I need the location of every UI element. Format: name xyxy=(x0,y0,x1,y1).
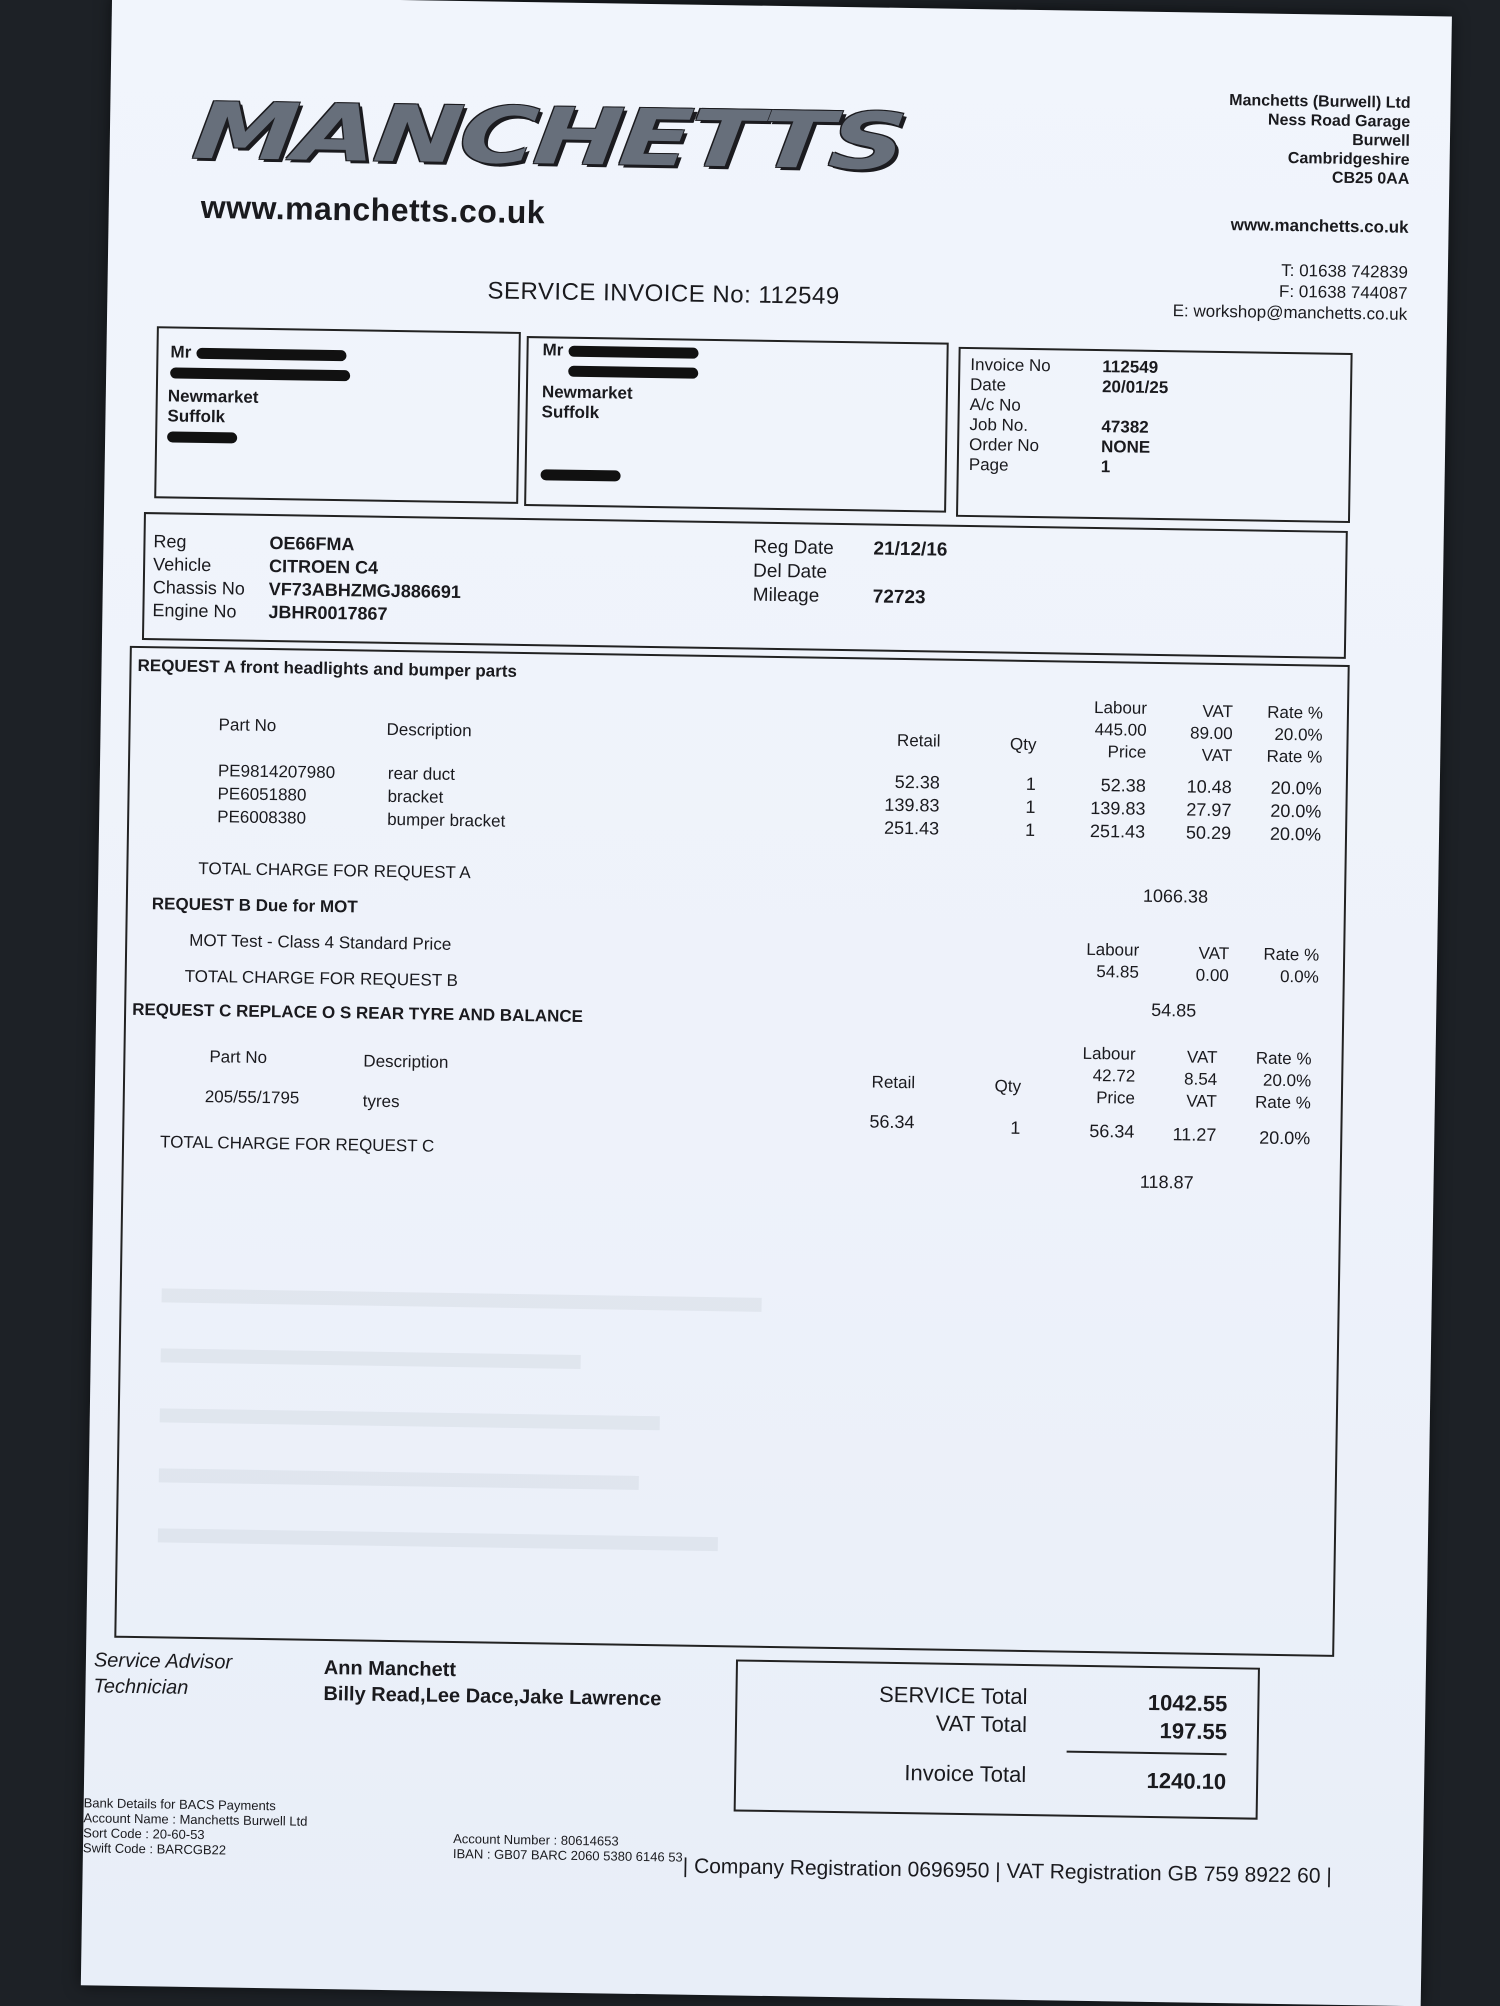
vehicle-label: Vehicle xyxy=(152,554,212,576)
email-address: E: workshop@manchetts.co.uk xyxy=(1172,301,1408,324)
part-retail: 139.83 xyxy=(884,794,940,816)
address-line: Manchetts (Burwell) Ltd xyxy=(1229,92,1411,112)
totals-divider xyxy=(1067,1751,1227,1756)
vehicle-value: CITROEN C4 xyxy=(268,556,379,578)
col-price: Price xyxy=(1107,742,1147,762)
col-qty: Qty xyxy=(994,1076,1022,1096)
part-description: bumper bracket xyxy=(387,809,506,831)
redacted-street xyxy=(170,364,350,385)
request-b-vat-header: VAT xyxy=(1198,943,1230,964)
request-b-labour-vat: 0.00 xyxy=(1195,965,1229,986)
bank-sort-code: Sort Code : 20-60-53 xyxy=(83,1825,205,1843)
meta-label: Invoice No xyxy=(970,355,1051,376)
vehicle-value: VF73ABHZMGJ886691 xyxy=(268,579,462,603)
vat-total-value: 197.55 xyxy=(1159,1718,1228,1745)
vehicle-value: OE66FMA xyxy=(269,533,355,555)
request-c-total: 118.87 xyxy=(1139,1171,1194,1193)
part-vat: 50.29 xyxy=(1185,822,1232,844)
request-c-labour: 42.72 xyxy=(1092,1066,1136,1086)
request-a-labour: 445.00 xyxy=(1094,720,1147,740)
meta-value xyxy=(1102,397,1168,418)
request-a-rate-header: Rate % xyxy=(1267,702,1324,723)
company-registration: | Company Registration 0696950 | VAT Registration GB 759 8922 60 | xyxy=(682,1854,1332,1888)
vehicle-value: 21/12/16 xyxy=(873,538,948,561)
request-c-total-label: TOTAL CHARGE FOR REQUEST C xyxy=(159,1132,435,1156)
staff-names xyxy=(323,1655,662,1712)
bank-details xyxy=(83,1795,308,1859)
vehicle-value: JBHR0017867 xyxy=(268,602,388,624)
request-c-labour-vat: 8.54 xyxy=(1183,1069,1218,1089)
bank-account-number: Account Number : 80614653 xyxy=(453,1831,619,1849)
vehicle-label: Reg Date xyxy=(753,536,834,559)
company-address xyxy=(1228,91,1411,189)
redacted-name xyxy=(568,346,698,359)
redacted-name xyxy=(196,348,346,361)
part-price: 56.34 xyxy=(1089,1120,1135,1142)
meta-value: 47382 xyxy=(1101,417,1149,437)
show-through-text xyxy=(158,1528,718,1551)
show-through-text xyxy=(161,1348,581,1369)
part-retail: 56.34 xyxy=(869,1111,915,1133)
vat-total-label: VAT Total xyxy=(935,1710,1028,1738)
request-b-total-label: TOTAL CHARGE FOR REQUEST B xyxy=(184,966,459,991)
company-website-right: www.manchetts.co.uk xyxy=(1230,215,1409,237)
request-b-labour-rate: 0.0% xyxy=(1279,966,1319,987)
service-total-label: SERVICE Total xyxy=(878,1681,1028,1710)
meta-value: 20/01/25 xyxy=(1101,377,1169,398)
part-rate: 20.0% xyxy=(1270,777,1322,799)
part-description: rear duct xyxy=(387,763,456,784)
show-through-text xyxy=(162,1288,762,1311)
vehicle-label: Chassis No xyxy=(152,577,245,599)
invoice-title: SERVICE INVOICE No: 112549 xyxy=(487,277,840,310)
part-rate: 20.0% xyxy=(1269,823,1322,845)
totals-box xyxy=(734,1659,1260,1819)
delivery-salutation: Mr xyxy=(542,340,698,361)
part-rate: 20.0% xyxy=(1270,800,1322,822)
part-description: bracket xyxy=(387,786,444,807)
delivery-address-box xyxy=(524,336,949,513)
request-a-title: REQUEST A front headlights and bumper parts xyxy=(137,655,518,681)
bank-account-details xyxy=(453,1831,683,1865)
technician-names: Billy Read,Lee Dace,Jake Lawrence xyxy=(323,1683,662,1711)
meta-label: Order No xyxy=(968,434,1040,456)
part-qty: 1 xyxy=(1025,796,1036,818)
col-part-no: Part No xyxy=(218,715,277,736)
part-retail: 251.43 xyxy=(883,817,940,839)
customer-town: Newmarket xyxy=(167,386,259,407)
vehicle-details xyxy=(152,530,462,627)
col-vat: VAT xyxy=(1201,745,1233,766)
address-line: Burwell xyxy=(1352,131,1411,150)
col-vat: VAT xyxy=(1186,1091,1217,1111)
col-part-no: Part No xyxy=(209,1047,268,1068)
part-price: 251.43 xyxy=(1089,820,1146,842)
address-line: Cambridgeshire xyxy=(1287,149,1410,169)
col-price: Price xyxy=(1096,1088,1136,1108)
request-c-labour-header: Labour xyxy=(1082,1043,1136,1064)
company-logo: MANCHETTS xyxy=(188,86,908,188)
request-c-labour-rate: 20.0% xyxy=(1262,1070,1312,1091)
request-c-vat-header: VAT xyxy=(1186,1047,1218,1067)
bank-heading: Bank Details for BACS Payments xyxy=(83,1795,276,1814)
part-retail: 52.38 xyxy=(894,771,940,793)
service-total-value: 1042.55 xyxy=(1147,1689,1228,1717)
part-qty: 1 xyxy=(1024,819,1036,841)
bank-swift-code: Swift Code : BARCGB22 xyxy=(82,1840,227,1858)
request-b-labour-header: Labour xyxy=(1086,939,1140,960)
vehicle-label: Del Date xyxy=(752,560,828,583)
col-retail: Retail xyxy=(896,730,941,751)
part-number: 205/55/1795 xyxy=(204,1087,300,1108)
redacted-postcode xyxy=(540,466,620,485)
customer-salutation: Mr xyxy=(170,342,346,364)
col-description: Description xyxy=(363,1051,449,1072)
part-vat: 10.48 xyxy=(1186,776,1232,798)
customer-address-box xyxy=(154,326,521,504)
part-description: tyres xyxy=(362,1091,400,1112)
request-b-title: REQUEST B Due for MOT xyxy=(151,894,358,917)
request-b-total: 54.85 xyxy=(1151,999,1197,1021)
delivery-county: Suffolk xyxy=(541,402,600,423)
col-retail: Retail xyxy=(871,1072,916,1093)
service-advisor-name: Ann Manchett xyxy=(323,1657,457,1682)
request-a-total: 1066.38 xyxy=(1142,885,1209,907)
request-a-vat-header: VAT xyxy=(1202,701,1234,722)
fax-number: F: 01638 744087 xyxy=(1278,281,1408,303)
vehicle-details-box xyxy=(142,512,1348,659)
address-line: CB25 0AA xyxy=(1331,169,1410,188)
part-price: 52.38 xyxy=(1100,775,1146,796)
col-description: Description xyxy=(386,719,472,741)
request-a-labour-header: Labour xyxy=(1093,697,1148,718)
meta-label: Job No. xyxy=(969,414,1029,435)
invoice-total-label: Invoice Total xyxy=(904,1760,1027,1788)
meta-value: NONE xyxy=(1100,437,1151,457)
request-c-title: REQUEST C REPLACE O S REAR TYRE AND BALANCE xyxy=(132,999,584,1026)
vehicle-value: 72723 xyxy=(872,586,926,609)
part-price: 139.83 xyxy=(1090,797,1146,819)
invoice-meta-list xyxy=(969,355,1169,478)
show-through-text xyxy=(160,1408,660,1430)
col-rate: Rate % xyxy=(1254,1092,1311,1113)
part-number: PE6008380 xyxy=(217,807,307,828)
staff-labels xyxy=(93,1647,232,1701)
meta-value: 1 xyxy=(1100,457,1111,477)
redacted-postcode xyxy=(167,428,237,447)
technician-label: Technician xyxy=(93,1675,189,1699)
request-a-labour-rate: 20.0% xyxy=(1274,724,1323,745)
part-qty: 1 xyxy=(1010,1117,1021,1138)
phone-number: T: 01638 742839 xyxy=(1281,260,1409,282)
invoice-total-value: 1240.10 xyxy=(1146,1767,1227,1795)
invoice-meta-box xyxy=(956,347,1353,523)
meta-value: 112549 xyxy=(1102,357,1159,377)
vehicle-dates xyxy=(753,536,948,611)
vehicle-value xyxy=(873,562,947,587)
part-vat: 27.97 xyxy=(1186,799,1232,821)
request-b-rate-header: Rate % xyxy=(1263,944,1320,965)
col-rate: Rate % xyxy=(1266,746,1323,767)
meta-label: A/c No xyxy=(969,394,1021,415)
customer-county: Suffolk xyxy=(167,406,226,427)
request-a-labour-vat: 89.00 xyxy=(1189,723,1233,744)
delivery-town: Newmarket xyxy=(541,382,633,403)
part-number: PE9814207980 xyxy=(217,761,336,783)
part-qty: 1 xyxy=(1025,773,1036,795)
company-contact xyxy=(1173,258,1409,325)
request-b-line: MOT Test - Class 4 Standard Price xyxy=(189,930,452,954)
show-through-text xyxy=(159,1468,639,1490)
part-vat: 11.27 xyxy=(1172,1124,1217,1145)
bank-account-name: Account Name : Manchetts Burwell Ltd xyxy=(83,1810,308,1829)
request-a-total-label: TOTAL CHARGE FOR REQUEST A xyxy=(198,858,471,883)
address-line: Ness Road Garage xyxy=(1267,111,1411,131)
invoice-page xyxy=(81,0,1452,2006)
vehicle-label: Reg xyxy=(153,531,187,552)
request-a-parts xyxy=(217,761,1324,847)
col-qty: Qty xyxy=(1009,734,1037,755)
vehicle-label: Engine No xyxy=(152,600,237,622)
request-b-labour: 54.85 xyxy=(1096,962,1140,982)
work-items-box xyxy=(114,646,1349,1657)
company-website: www.manchetts.co.uk xyxy=(200,188,546,231)
bank-iban: IBAN : GB07 BARC 2060 5380 6146 53 xyxy=(452,1846,683,1865)
meta-label: Date xyxy=(969,375,1007,395)
service-advisor-label: Service Advisor xyxy=(93,1649,233,1674)
request-c-rate-header: Rate % xyxy=(1255,1048,1312,1069)
meta-label: Page xyxy=(968,454,1009,475)
redacted-street xyxy=(568,363,698,383)
vehicle-label: Mileage xyxy=(752,584,820,607)
part-rate: 20.0% xyxy=(1259,1127,1311,1149)
part-number: PE6051880 xyxy=(217,784,307,805)
